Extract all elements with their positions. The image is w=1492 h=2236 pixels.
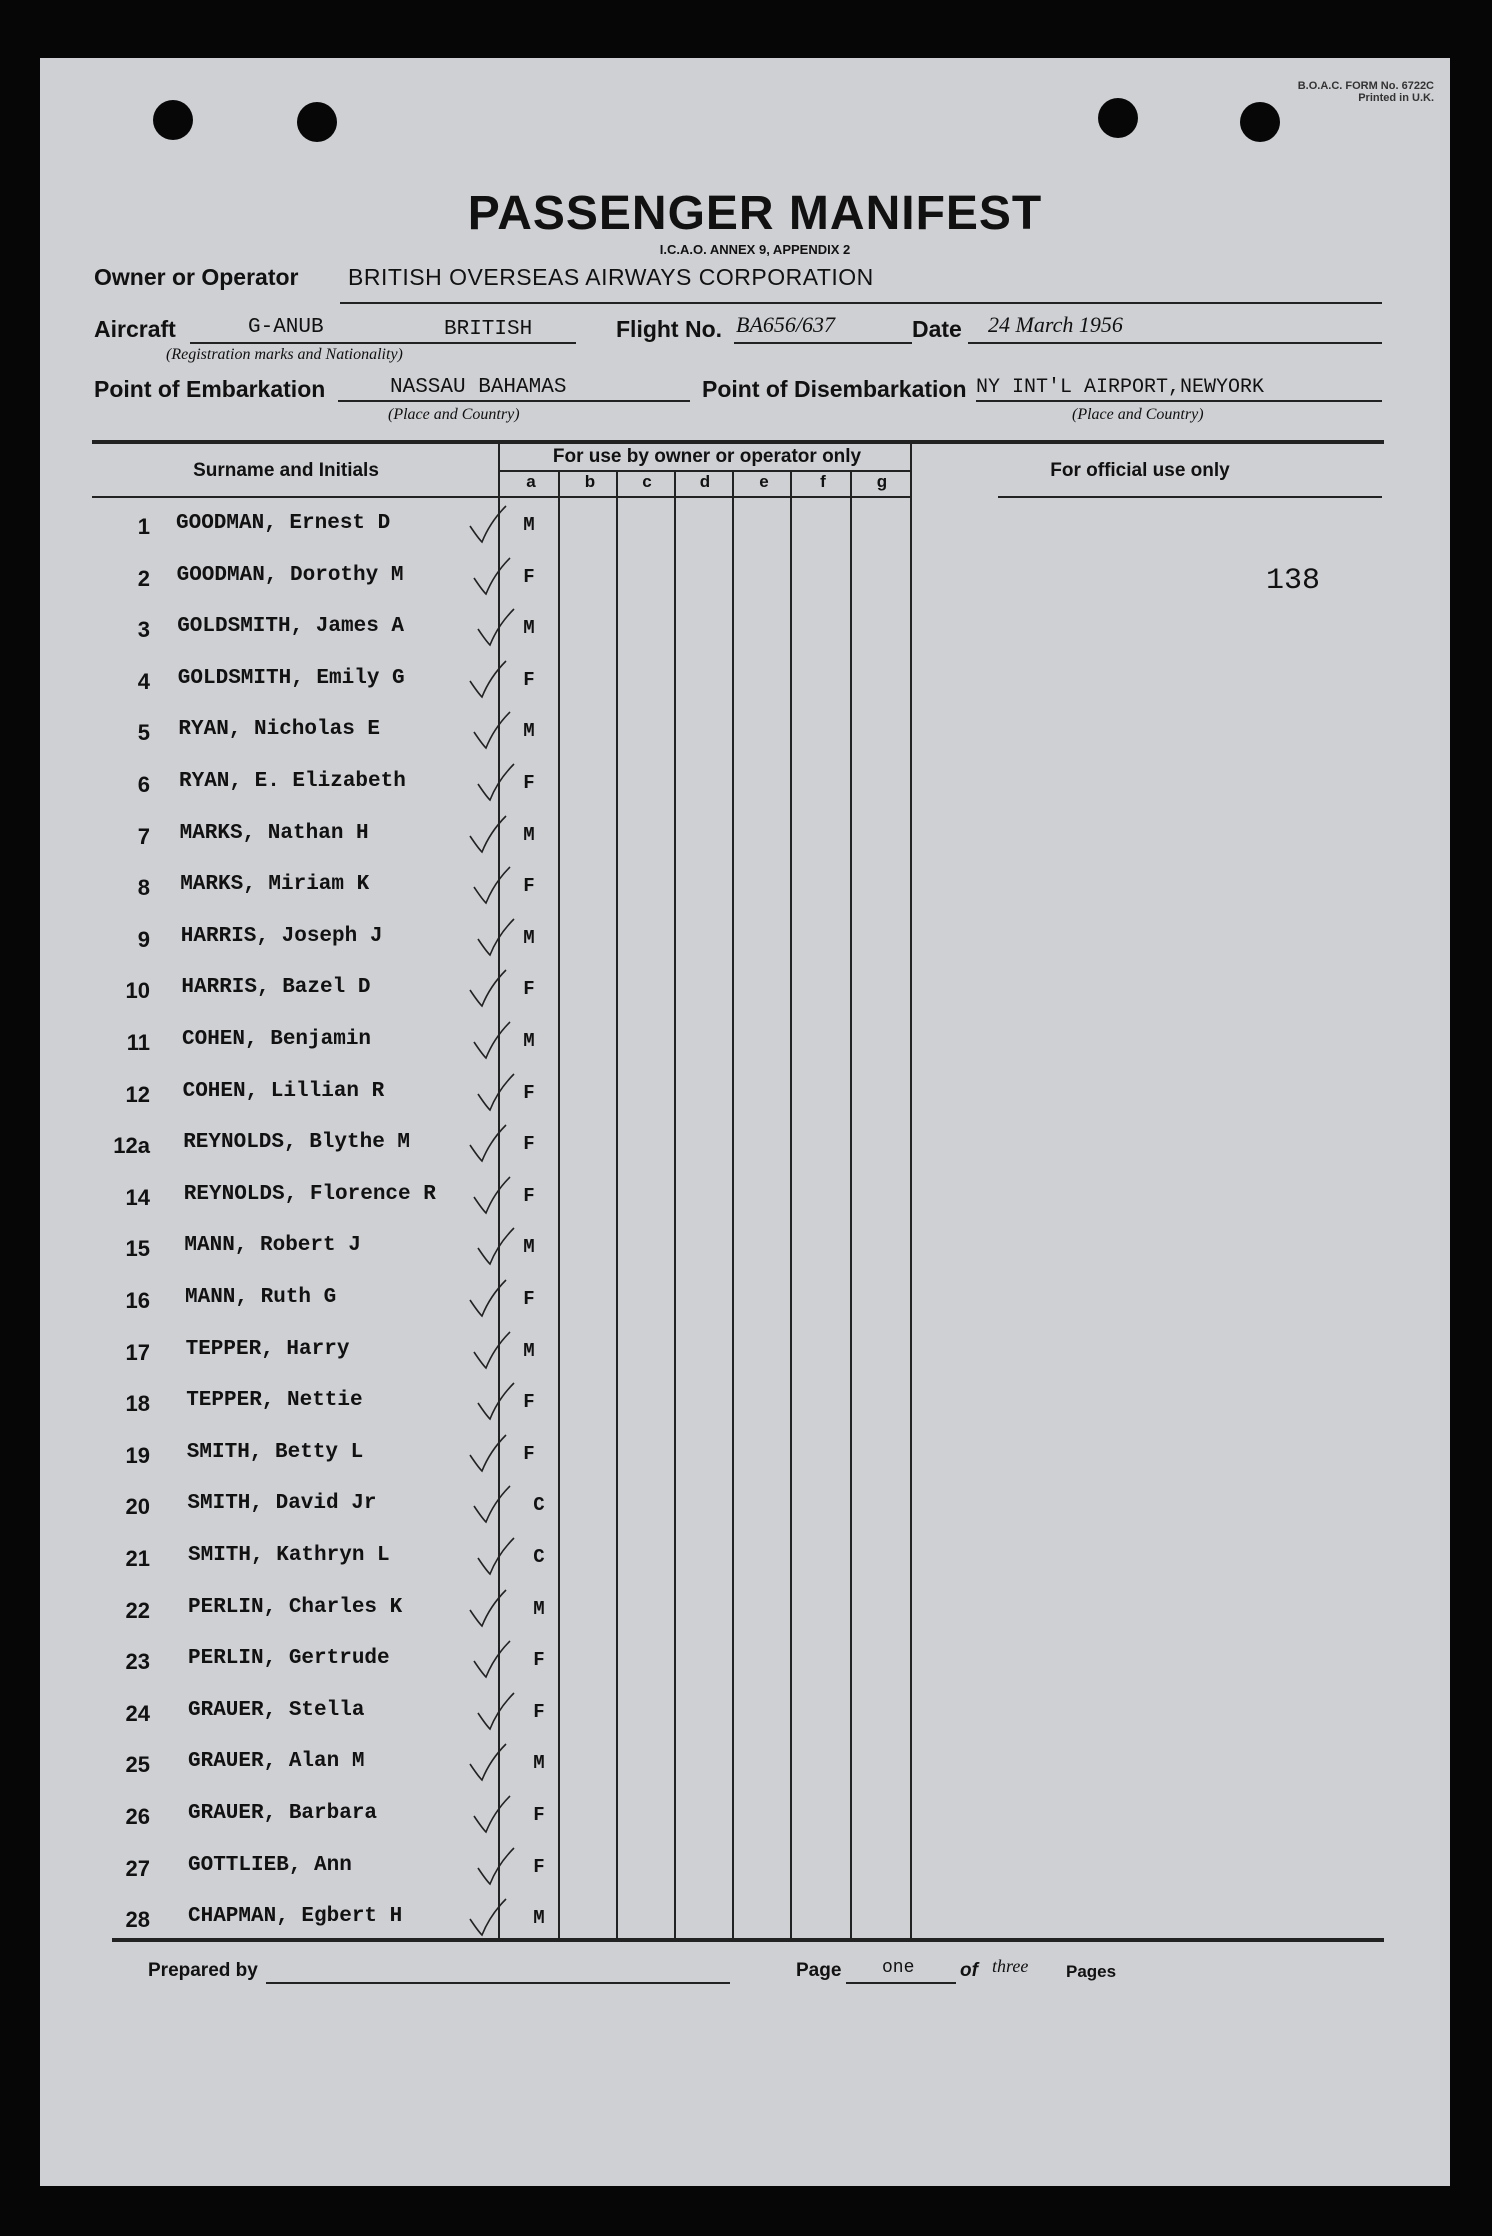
row-number: 12a — [113, 1133, 150, 1158]
check-mark-icon — [474, 1226, 518, 1266]
sex-code: M — [533, 1752, 545, 1774]
passenger-name: TEPPER, Harry — [185, 1338, 350, 1361]
passenger-name: MANN, Robert J — [184, 1234, 361, 1257]
embarkation-value: NASSAU BAHAMAS — [390, 376, 567, 399]
check-mark-icon — [466, 1123, 510, 1163]
row-number: 14 — [125, 1185, 150, 1210]
sex-code: M — [523, 1340, 535, 1362]
row-number: 8 — [137, 875, 150, 900]
row-number: 25 — [125, 1752, 150, 1777]
row-number: 21 — [125, 1546, 150, 1571]
aircraft-note: (Registration marks and Nationality) — [166, 346, 403, 363]
sex-code: M — [523, 824, 535, 846]
disembarkation-label: Point of Disembarkation — [702, 376, 967, 402]
check-mark-icon — [470, 1639, 514, 1679]
sex-code: M — [533, 1598, 545, 1620]
sex-code: M — [523, 1030, 535, 1052]
col-f-header: f — [820, 472, 826, 491]
passenger-name: COHEN, Lillian R — [182, 1080, 385, 1103]
row-number: 12 — [125, 1082, 150, 1107]
aircraft-label: Aircraft — [94, 316, 176, 342]
sex-code: F — [523, 772, 535, 794]
check-mark-icon — [474, 1536, 518, 1576]
row-number: 4 — [137, 669, 150, 694]
row-number: 20 — [125, 1494, 150, 1519]
row-number: 5 — [137, 720, 150, 745]
sex-code: F — [523, 669, 535, 691]
of-label: of — [960, 1960, 978, 1981]
row-number: 3 — [137, 617, 150, 642]
sex-code: F — [523, 566, 535, 588]
sex-code: F — [533, 1804, 545, 1826]
passenger-name: MARKS, Miriam K — [180, 873, 370, 896]
passenger-name: GRAUER, Stella — [188, 1699, 365, 1722]
check-mark-icon — [470, 1794, 514, 1834]
page-value: one — [882, 1958, 915, 1978]
row-number: 28 — [125, 1907, 150, 1932]
row-number: 16 — [125, 1288, 150, 1313]
row-number: 19 — [125, 1443, 150, 1468]
passenger-name: MARKS, Nathan H — [179, 822, 369, 845]
sex-code: F — [523, 1133, 535, 1155]
passenger-name: GOLDSMITH, James A — [177, 615, 405, 638]
page-title: PASSENGER MANIFEST — [467, 187, 1043, 240]
sex-code: F — [523, 1185, 535, 1207]
row-number: 6 — [137, 772, 150, 797]
owner-label: Owner or Operator — [94, 264, 299, 290]
row-number: 11 — [126, 1030, 150, 1055]
passenger-name: GOODMAN, Ernest D — [176, 512, 391, 535]
passenger-name: REYNOLDS, Blythe M — [183, 1131, 411, 1154]
sex-code: C — [533, 1494, 545, 1516]
passenger-name: RYAN, E. Elizabeth — [179, 770, 406, 793]
embarkation-note: (Place and Country) — [388, 406, 520, 423]
sex-code: F — [533, 1649, 545, 1671]
col-e-header: e — [759, 472, 769, 491]
disembarkation-note: (Place and Country) — [1072, 406, 1204, 423]
page-label: Page — [796, 1960, 842, 1981]
prepared-underline — [266, 1982, 730, 1984]
check-mark-icon — [470, 1330, 514, 1370]
sex-code: F — [523, 978, 535, 1000]
row-number: 18 — [125, 1391, 150, 1416]
prepared-label: Prepared by — [148, 1960, 258, 1981]
page-underline — [846, 1982, 956, 1984]
col-a-header: a — [526, 472, 536, 491]
passenger-name: GRAUER, Barbara — [188, 1802, 378, 1825]
table-bottom-rule — [112, 1938, 1384, 1942]
form-printed: Printed in U.K. — [1358, 92, 1434, 104]
passenger-name: HARRIS, Bazel D — [181, 976, 371, 999]
check-mark-icon — [474, 1846, 518, 1886]
sex-code: M — [533, 1907, 545, 1929]
official-value: 138 — [1266, 564, 1321, 598]
check-mark-icon — [466, 504, 510, 544]
passenger-name: PERLIN, Charles K — [188, 1596, 403, 1619]
passenger-name: REYNOLDS, Florence R — [183, 1183, 436, 1206]
row-number: 27 — [125, 1856, 150, 1881]
date-label: Date — [912, 316, 962, 342]
col-g-header: g — [876, 472, 888, 491]
check-mark-icon — [466, 1433, 510, 1473]
disembarkation-value: NY INT'L AIRPORT,NEWYORK — [976, 376, 1265, 399]
row-number: 1 — [137, 514, 150, 539]
sex-code: F — [523, 1391, 535, 1413]
passenger-name: COHEN, Benjamin — [182, 1028, 372, 1051]
sex-code: M — [523, 514, 535, 536]
sex-code: F — [533, 1701, 545, 1723]
check-mark-icon — [470, 1020, 514, 1060]
passenger-name: RYAN, Nicholas E — [178, 718, 381, 741]
check-mark-icon — [474, 917, 518, 957]
col-c-header: c — [642, 472, 652, 491]
passenger-name: SMITH, Kathryn L — [188, 1544, 390, 1567]
flight-value: BA656/637 — [736, 312, 835, 337]
check-mark-icon — [474, 1381, 518, 1421]
passenger-name: PERLIN, Gertrude — [188, 1647, 390, 1670]
flight-label: Flight No. — [616, 316, 723, 342]
check-mark-icon — [470, 1484, 514, 1524]
check-mark-icon — [466, 814, 510, 854]
row-number: 23 — [125, 1649, 150, 1674]
aircraft-nationality: BRITISH — [444, 318, 533, 341]
passenger-name: HARRIS, Joseph J — [180, 925, 383, 948]
embarkation-label: Point of Embarkation — [94, 376, 326, 402]
check-mark-icon — [474, 1691, 518, 1731]
passenger-name: GOTTLIEB, Ann — [188, 1854, 352, 1877]
date-value: 24 March 1956 — [988, 312, 1123, 337]
row-number: 17 — [125, 1340, 150, 1365]
passenger-name: GOLDSMITH, Emily G — [177, 667, 405, 690]
pages-label: Pages — [1066, 1962, 1117, 1981]
check-mark-icon — [466, 1897, 510, 1937]
check-mark-icon — [474, 1072, 518, 1112]
row-number: 15 — [125, 1236, 150, 1261]
sex-code: M — [523, 927, 535, 949]
sex-code: M — [523, 720, 535, 742]
passenger-name: SMITH, Betty L — [186, 1441, 364, 1464]
passenger-name: CHAPMAN, Egbert H — [188, 1905, 403, 1928]
check-mark-icon — [466, 659, 510, 699]
row-number: 2 — [137, 566, 150, 591]
sex-code: F — [523, 875, 535, 897]
row-number: 22 — [125, 1598, 150, 1623]
row-number: 24 — [125, 1701, 150, 1726]
passenger-rows — [40, 58, 1450, 2186]
passenger-name: GOODMAN, Dorothy M — [176, 564, 404, 587]
row-number: 9 — [137, 927, 150, 952]
check-mark-icon — [474, 607, 518, 647]
passenger-name: GRAUER, Alan M — [188, 1750, 365, 1773]
official-header: For official use only — [1050, 460, 1230, 481]
sex-code: M — [523, 1236, 535, 1258]
surname-header: Surname and Initials — [193, 460, 379, 481]
sex-code: F — [523, 1082, 535, 1104]
check-mark-icon — [466, 1742, 510, 1782]
page-subtitle: I.C.A.O. ANNEX 9, APPENDIX 2 — [659, 242, 851, 257]
sex-code: M — [523, 617, 535, 639]
sex-code: C — [533, 1546, 545, 1568]
passenger-name: TEPPER, Nettie — [186, 1389, 363, 1412]
check-mark-icon — [466, 1278, 510, 1318]
sex-code: F — [533, 1856, 545, 1878]
sex-code: F — [523, 1288, 535, 1310]
owner-value: BRITISH OVERSEAS AIRWAYS CORPORATION — [348, 264, 874, 290]
check-mark-icon — [466, 968, 510, 1008]
check-mark-icon — [470, 556, 514, 596]
operator-header: For use by owner or operator only — [552, 446, 862, 467]
check-mark-icon — [466, 1588, 510, 1628]
aircraft-registration: G-ANUB — [248, 316, 324, 339]
row-number: 10 — [125, 978, 150, 1003]
check-mark-icon — [470, 865, 514, 905]
passenger-name: SMITH, David Jr — [187, 1492, 377, 1515]
check-mark-icon — [474, 762, 518, 802]
row-number: 26 — [125, 1804, 150, 1829]
passenger-name: MANN, Ruth G — [185, 1286, 337, 1309]
row-number: 7 — [137, 824, 150, 849]
col-d-header: d — [699, 472, 711, 491]
manifest-sheet — [40, 58, 1450, 2186]
check-mark-icon — [470, 1175, 514, 1215]
sex-code: F — [523, 1443, 535, 1465]
col-b-header: b — [584, 472, 596, 491]
form-number: B.O.A.C. FORM No. 6722C — [1297, 80, 1434, 92]
of-value: three — [992, 1956, 1029, 1976]
check-mark-icon — [470, 710, 514, 750]
